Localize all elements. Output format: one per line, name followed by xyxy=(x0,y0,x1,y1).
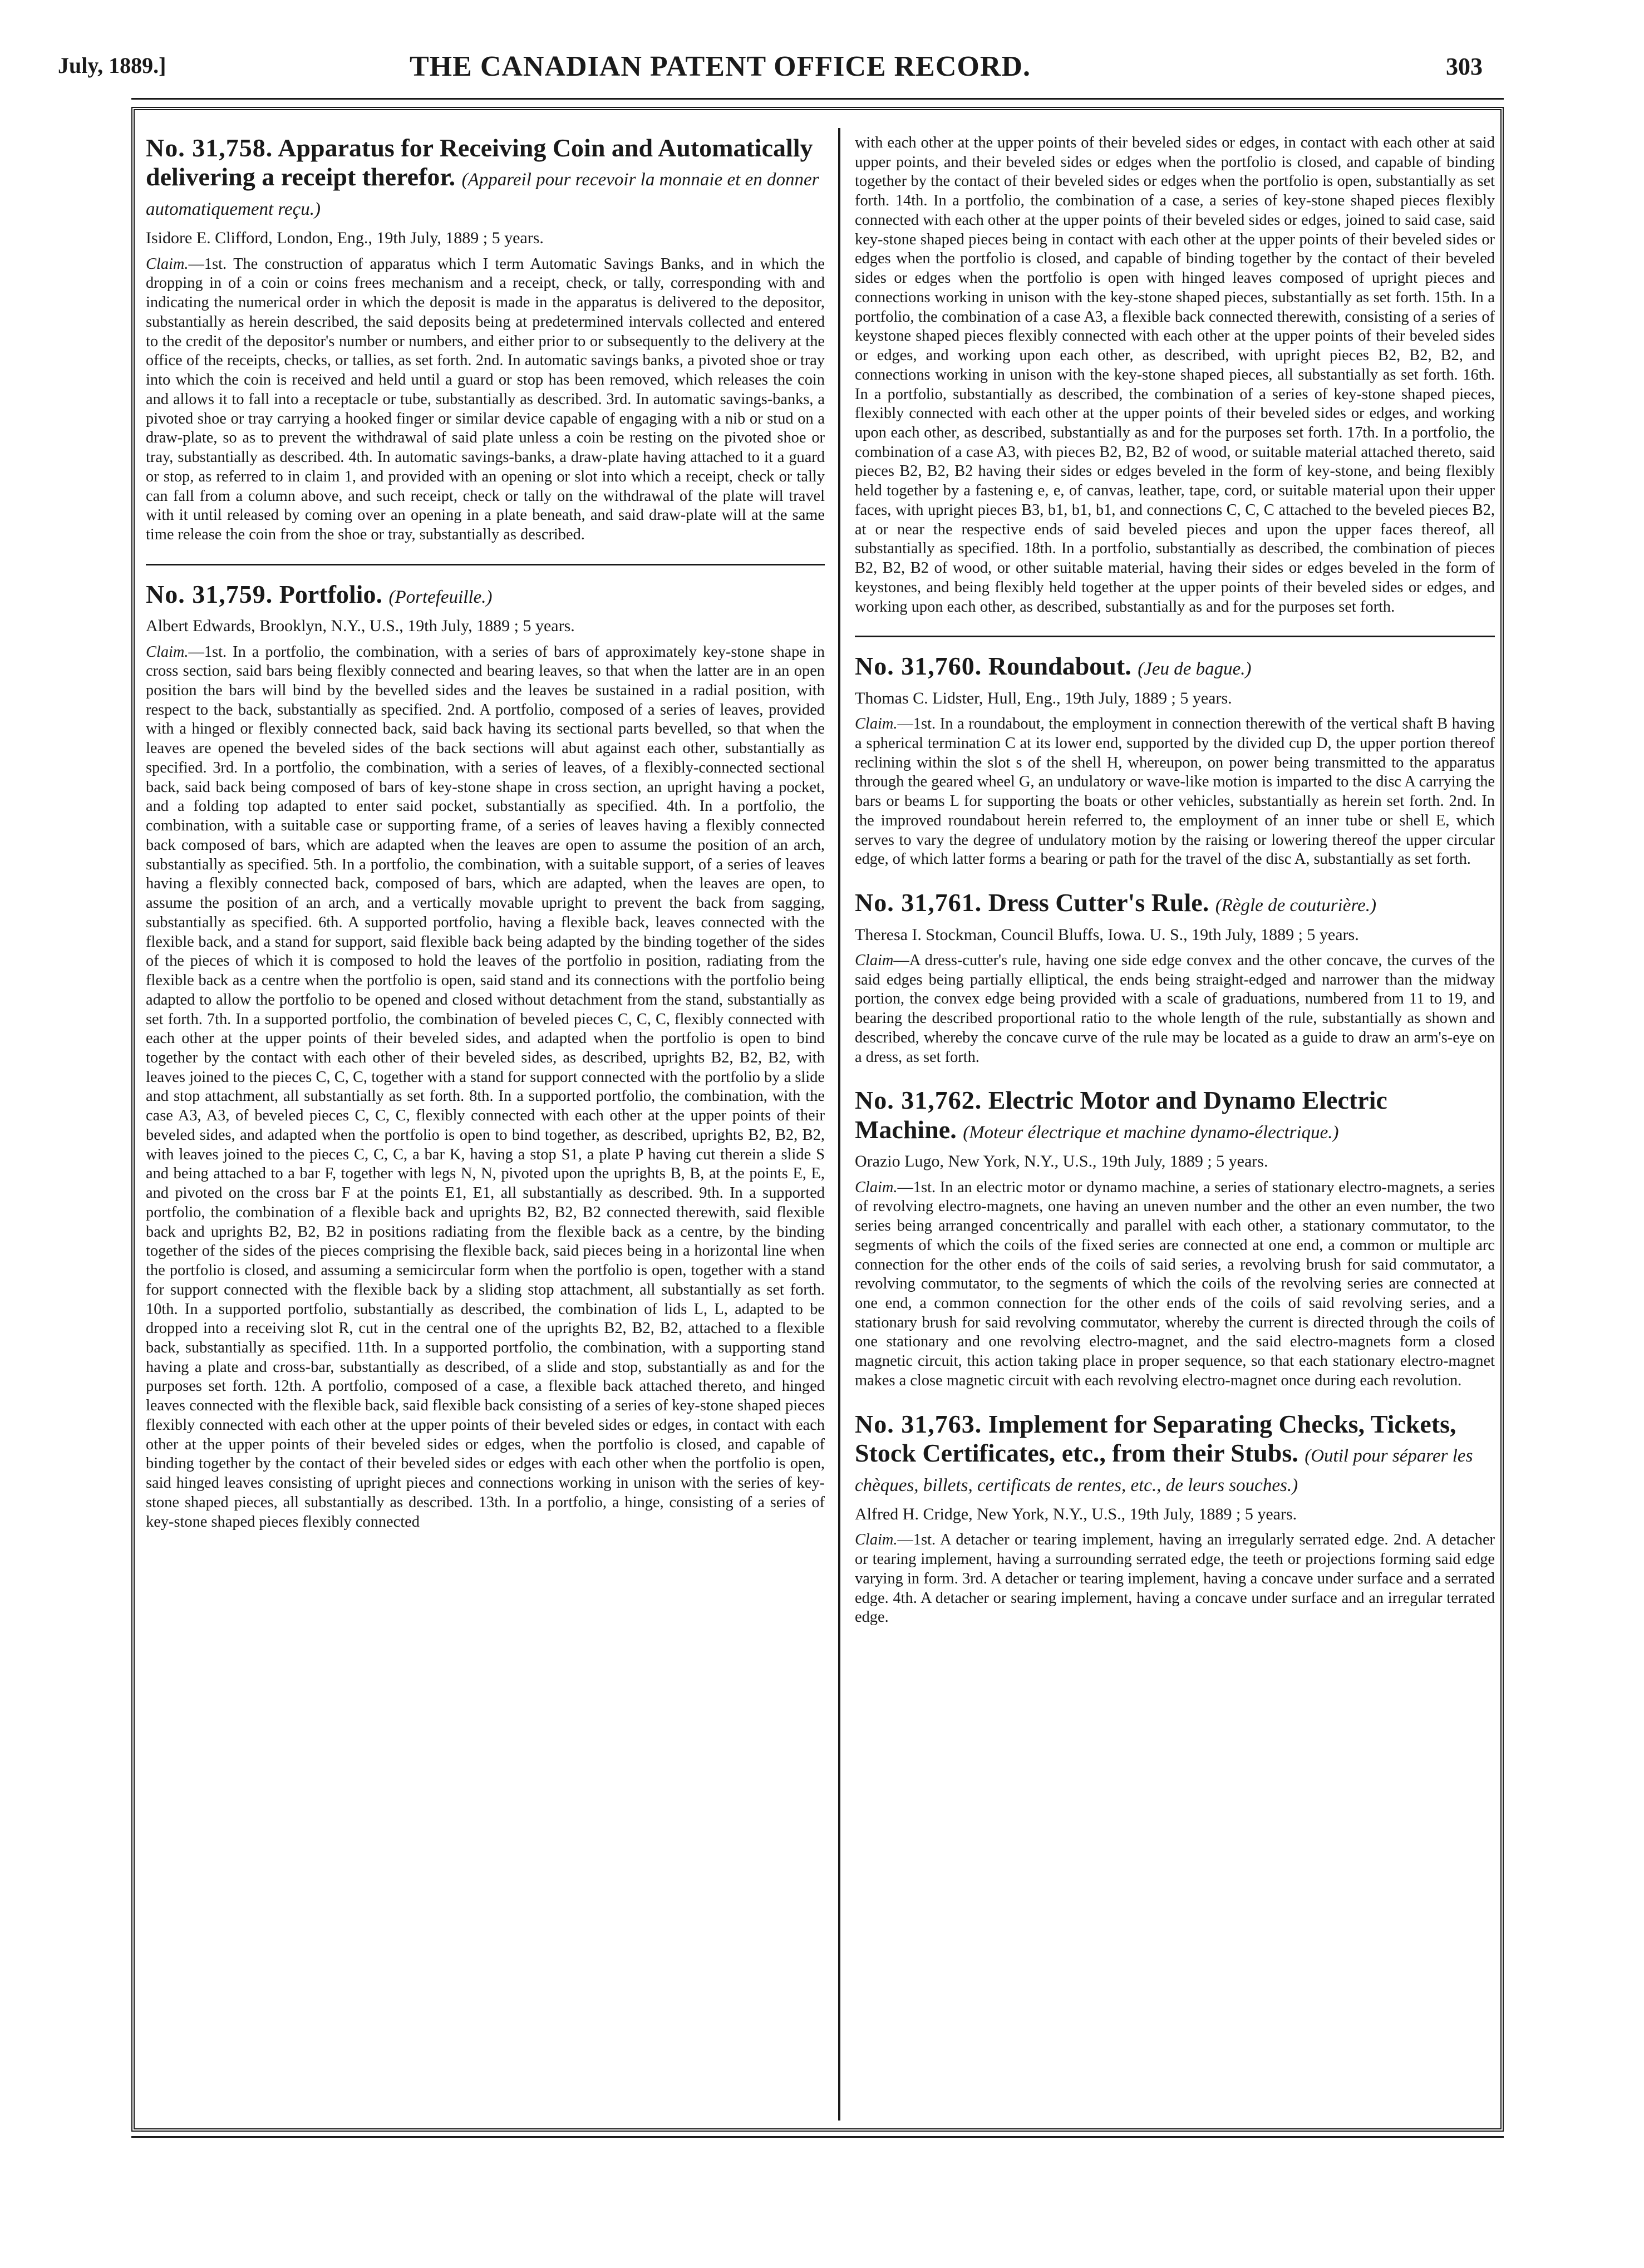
patent-title-french: (Appareil pour recevoir la monnaie et en donner automatiquement reçu.) xyxy=(146,170,819,219)
patent-entry-31760 xyxy=(855,652,1495,869)
claim-body: —1st. In a portfolio, the combination, with a series of bars of approximately key-stone shape in cross section, said bars being flexibly connected and bearing leaves, so that when the latter are in an open position the bars will bind by the bevelled sides and the leaves be sustained in a radial position, with respect to the back, substantially as specified. 2nd. A portfolio, composed of a series of leaves, provided with a hinged or flexibly connected back, said back having its sectional parts bevelled, so that when the leaves are opened the beveled sides of the back sections will abut against each other, substantially as specified. 3rd. In a portfolio, the combination, with a series of leaves, of a flexibly-connected sectional back, said back being composed of bars of key-stone shape in cross section, an upright having a pocket, and a folding top adapted to enter said pocket, substantially as specified. 4th. In a portfolio, the combination, with a suitable case or supporting frame, of a series of leaves having a flexibly connected back composed of bars, which are adapted when the leaves are open to assume the position of an arch, substantially as specified. 5th. In a portfolio, the combination, with a suitable support, of a series of leaves having a flexibly connected back, composed of bars, which are adapted, when the leaves are open, to assume the position of an arch, and a vertically movable upright to prevent the back from sagging, substantially as specified. 6th. A supported portfolio, having a flexible back, leaves connected with the flexible back, and a stand for support, said flexible back being adapted by the binding together of the sides of the pieces of which it is composed to hold the leaves of the portfolio in position, radiating from the flexible back as a centre when the portfolio is open, said stand and its connections with the portfolio being adapted to allow the portfolio to be opened and closed without detachment from the stand, substantially as set forth. 7th. In a supported portfolio, the combination of beveled pieces C, C, C, flexibly connected with each other at the upper points of their beveled sides, and adapted when the portfolio is open to bind together by the contact with each other of their beveled sides, as described, uprights B2, B2, B2, with leaves joined to the pieces C, C, C, together with a stand for support connected with the portfolio by a slide and stop attachment, all substantially as set forth. 8th. In a supported portfolio, the combination, with the case A3, A3, of beveled pieces C, C, C, flexibly connected with each other at the upper points of their beveled sides, and adapted when the portfolio is open to bind together, as described, uprights B2, B2, B2, with leaves joined to the pieces C, C, C, a bar K, having a stop S1, a plate P having cut therein a slide S and being attached to a bar F, together with legs N, N, pivoted upon the uprights B, B, at the points E, E, and pivoted on the cross bar F at the points E1, E1, all substantially as described. 9th. In a supported portfolio, the combination of a flexible back and uprights B2, B2, B2 connected therewith, said flexible back and uprights B2, B2, B2 in positions radiating from the flexible back as a centre, by the binding together of the sides of the pieces comprising the flexible back, said pieces being in a horizontal line when the portfolio is closed, and assuming a semicircular form when the portfolio is open, together with a stand for support connected with the flexible back by a sliding stop attachment, all substantially as set forth. 10th. In a supported portfolio, substantially as described, the combination of lids L, L, adapted to be dropped into a receiving slot R, cut in the central one of the uprights B2, B2, B2, attached to a flexible back, substantially as specified. 11th. In a supported portfolio, the combination, with a supporting stand having a plate and cross-bar, substantially as described, of a slide and stop, substantially as and for the purposes set forth. 12th. A portfolio, composed of a case, a flexible back attached thereto, and hinged leaves connected with the flexible back, said flexible back consisting of a series of key-stone shaped pieces flexibly connected with each other at the upper points of their beveled sides or edges, in contact with each other at the upper points of their beveled sides or edges, when the portfolio is closed, and capable of binding together by the contact of their beveled sides or edges with each other when the portfolio is open, said hinged leaves consisting of upright pieces and connections working in unison with the series of key-stone shaped pieces, all substantially as described. 13th. In a portfolio, a hinge, consisting of a series of key-stone shaped pieces flexibly connected xyxy=(146,643,825,1531)
patent-number: No. 31,759. xyxy=(146,579,273,608)
patent-title-french: (Outil pour séparer les chèques, billets, certificats de rentes, etc., de leurs souches.) xyxy=(855,1446,1473,1495)
patent-entry-31758 xyxy=(146,134,825,545)
claim-body: —1st. In an electric motor or dynamo machine, a series of stationary electro-magnets, a series of revolving electro-magnets, one having an uneven number and the other an even number, the two series being arranged concentrically and parallel with each other, a stationary commutator, to the segments of which the coils of the fixed series are connected at one end, a common or multiple arc connection for the other ends of the coils of said series, a revolving brush for said commutator, a revolving commutator, to the segments of which the coils of the revolving series are connected at one end, a common connection for the other ends of the coils of said revolving series, and a stationary brush for said revolving commutator, whereby the current is directed through the coils of one stationary and one revolving electro-magnet, and the said electro-magnets form a closed magnetic circuit, this action taking place in proper sequence, so that each stationary electro-magnet makes a close magnetic circuit with each revolving electro-magnet once during each revolution. xyxy=(855,1178,1495,1389)
patent-number: No. 31,760. xyxy=(855,652,982,681)
column-divider xyxy=(838,128,840,2121)
patent-title-french: (Moteur électrique et machine dynamo-électrique.) xyxy=(963,1122,1339,1143)
patent-title: Implement for Separating Checks, Tickets, Stock Certificates, etc., from their Stubs. xyxy=(855,1409,1456,1468)
patent-entry-31759-continued xyxy=(855,134,1495,617)
patent-title-french: (Règle de couturière.) xyxy=(1215,896,1376,916)
entry-separator xyxy=(146,564,825,565)
patent-number: No. 31,762. xyxy=(855,1086,982,1115)
patent-entry-31763 xyxy=(855,1410,1495,1627)
applicant-line: Orazio Lugo, New York, N.Y., U.S., 19th July, 1889 ; 5 years. xyxy=(855,1152,1268,1171)
claim-label: Claim. xyxy=(146,643,189,661)
page-number: 303 xyxy=(1446,53,1483,80)
claim-text xyxy=(855,1531,1495,1627)
claim-label: Claim. xyxy=(855,715,898,733)
patent-heading xyxy=(855,1410,1495,1497)
patent-title-french: (Jeu de bague.) xyxy=(1138,659,1252,680)
running-head xyxy=(58,52,1483,91)
claim-label: Claim. xyxy=(146,255,189,273)
claim-body: —A dress-cutter's rule, having one side edge convex and the other concave, the curves of the said edges being partially elliptical, the ends being straight-edged and narrower than the midway portion, the convex edge being provided with a scale of graduations, numbered from 11 to 19, and bearing the described proportional ratio to the whole length of the rule, substantially as shown and described, whereby the concave curve of the rule may be located as a guide to draw an arm's-eye on a dress, as set forth. xyxy=(855,951,1495,1066)
claim-body: —1st. A detacher or tearing implement, having an irregularly serrated edge. 2nd. A detacher or tearing implement, having a surrounding serrated edge, the teeth or projections forming said edge varying in form. 3rd. A detacher or tearing implement, having a concave under surface and a serrated edge. 4th. A detacher or searing implement, having a concave under surface and an irregular terrated edge. xyxy=(855,1531,1495,1626)
patent-entry-31761 xyxy=(855,888,1495,1067)
claim-label: Claim xyxy=(855,951,894,969)
left-column xyxy=(146,134,825,1551)
patent-title-french: (Portefeuille.) xyxy=(388,587,493,607)
patent-heading xyxy=(146,580,825,609)
applicant-line: Isidore E. Clifford, London, Eng., 19th July, 1889 ; 5 years. xyxy=(146,229,544,248)
top-rule xyxy=(131,98,1504,100)
patent-number: No. 31,761. xyxy=(855,888,982,917)
claim-text xyxy=(855,951,1495,1067)
applicant-line: Thomas C. Lidster, Hull, Eng., 19th July, 1889 ; 5 years. xyxy=(855,688,1232,707)
claim-text xyxy=(146,255,825,545)
patent-title: Electric Motor and Dynamo Electric Machine. xyxy=(855,1086,1387,1144)
claim-body: —1st. In a roundabout, the employment in connection therewith of the vertical shaft B having a spherical termination C at its lower end, supported by the divided cup D, the upper portion thereof reclining within the slot s of the shell H, whereupon, on power being transmitted to the apparatus through the geared wheel G, an undulatory or wave-like motion is imparted to the disc A carrying the bars or beams L for supporting the boats or other vehicles, substantially as herein set forth. 2nd. In the improved roundabout herein referred to, the employment of an inner tube or shell E, which serves to vary the degree of undulatory motion by the raising or lowering thereof the upper circular edge, of which latter forms a bearing or path for the travel of the disc A, substantially as set forth. xyxy=(855,715,1495,868)
issue-date: July, 1889.] xyxy=(58,53,166,78)
claim-text xyxy=(146,643,825,1532)
patent-title: Apparatus for Receiving Coin and Automatically delivering a receipt therefor. xyxy=(146,134,813,191)
patent-title: Dress Cutter's Rule. xyxy=(988,888,1209,917)
patent-heading xyxy=(855,652,1495,681)
claim-body: —1st. The construction of apparatus which I term Automatic Savings Banks, and in which the dropping in of a coin or coins frees mechanism and a receipt, check, or tally, corresponding with and indicating the numerical order in which the deposit is made in the apparatus is delivered to the depositor, substantially as herein described, the said deposits being at predetermined intervals collected and entered to the credit of the depositor's number or numbers, and either prior to or subsequently to the delivery at the office of the receipts, checks, or tallies, as set forth. 2nd. In automatic savings banks, a pivoted shoe or tray into which the coin is received and held until a guard or stop has been removed, which releases the coin and allows it to fall into a receptacle or tube, substantially as described. 3rd. In automatic savings-banks, a pivoted shoe or tray carrying a hooked finger or similar device capable of engaging with a nib or stud on a draw-plate, so as to prevent the withdrawal of said plate unless a coin be resting on the pivoted shoe or tray, substantially as described. 4th. In automatic savings-banks, a draw-plate having attached to it a guard or stop, as referred to in claim 1, and provided with an opening or slot into which a receipt, check or tally can fall from a column above, and such receipt, check or tally on the withdrawal of the plate will travel with it until released by coming over an opening in a plate beneath, and said draw-plate will at the same time release the coin from the shoe or tray, substantially as described. xyxy=(146,255,825,543)
patent-heading xyxy=(146,134,825,221)
bottom-rule xyxy=(131,2136,1504,2138)
claim-text xyxy=(855,1178,1495,1391)
patent-number: No. 31,763. xyxy=(855,1409,982,1438)
right-column xyxy=(855,134,1495,1646)
patent-entry-31759 xyxy=(146,580,825,1532)
claim-text xyxy=(855,715,1495,869)
patent-title: Portfolio. xyxy=(279,579,382,608)
patent-entry-31762 xyxy=(855,1086,1495,1390)
applicant-line: Theresa I. Stockman, Council Bluffs, Iowa. U. S., 19th July, 1889 ; 5 years. xyxy=(855,925,1359,944)
applicant-line: Albert Edwards, Brooklyn, N.Y., U.S., 19th July, 1889 ; 5 years. xyxy=(146,617,575,636)
claim-continuation: with each other at the upper points of their beveled sides or edges, in contact with each other at said upper points, and their beveled sides or edges when the portfolio is closed, and capable of binding together by the contact of their beveled sides or edges when the portfolio is open, substantially as set forth. 14th. In a portfolio, the combination of a case, a series of key-stone shaped pieces flexibly connected with each other at the upper points of their beveled sides or edges, joined to said case, said key-stone shaped pieces being in contact with each other at the upper points of their beveled sides or edges when the portfolio is closed, and capable of binding together by the contact of their beveled sides or edges when the portfolio is open with hinged leaves composed of upright pieces and connections working in unison with the key-stone shaped pieces, substantially as set forth. 15th. In a portfolio, the combination of a case A3, a flexible back connected therewith, consisting of a series of keystone shaped pieces flexibly connected with each other at the upper points of their beveled sides or edges, and working upon each other, as described, with upright pieces B2, B2, B2, and connections working in unison with the key-stone shaped pieces, all substantially as set forth. 16th. In a portfolio, substantially as described, the combination of a series of key-stone shaped pieces, flexibly connected with each other at the upper points of their beveled sides or edges, and working upon each other, as described, substantially as and for the purposes set forth. 17th. In a portfolio, the combination of a case A3, with pieces B2, B2, B2 of wood, or suitable material attached thereto, said pieces B2, B2, B2 having their sides or edges beveled in the form of key-stone, and being flexibly held together by a fastening e, e, of canvas, leather, tape, cord, or suitable material upon their upper faces, with upright pieces B3, b1, b1, b1, and connections C, C, C attached to the beveled pieces B2, at or near the respective ends of said beveled pieces and upon the upper faces thereof, all substantially as specified. 18th. In a portfolio, substantially as described, the combination of pieces B2, B2, B2 of wood, or other suitable material, having their sides or edges beveled in the form of keystones, and being flexibly held together at the upper points of their beveled sides or edges, and working upon each other, as described, substantially as and for the purposes set forth. xyxy=(855,134,1495,616)
claim-label: Claim. xyxy=(855,1178,898,1196)
entry-separator xyxy=(855,636,1495,637)
claim-label: Claim. xyxy=(855,1531,898,1549)
publication-title: THE CANADIAN PATENT OFFICE RECORD. xyxy=(410,51,1031,82)
patent-number: No. 31,758. xyxy=(146,134,273,162)
patent-title: Roundabout. xyxy=(988,652,1131,681)
applicant-line: Alfred H. Cridge, New York, N.Y., U.S., 19th July, 1889 ; 5 years. xyxy=(855,1504,1297,1523)
patent-heading xyxy=(855,1086,1495,1144)
patent-heading xyxy=(855,888,1495,917)
